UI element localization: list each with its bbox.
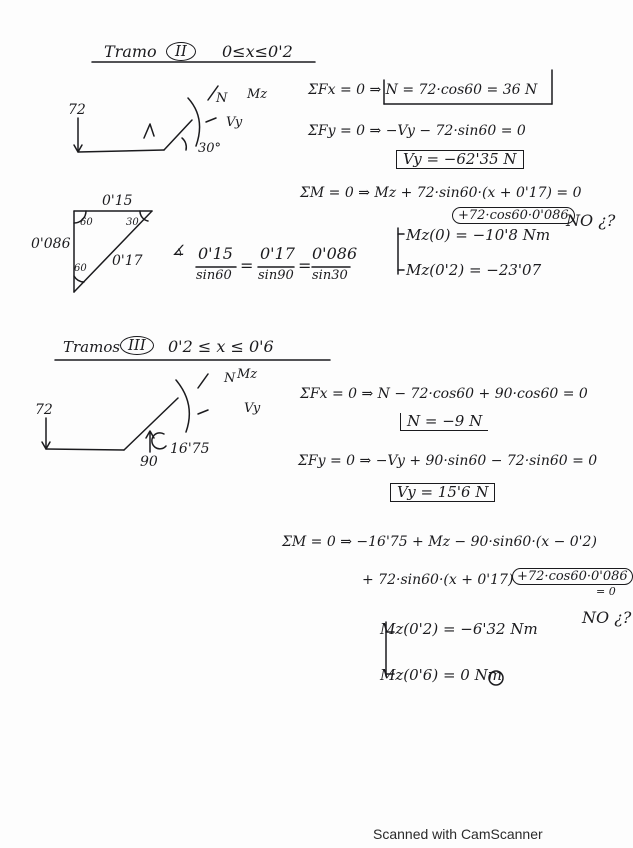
section2-beam-inclined bbox=[164, 120, 192, 150]
section2-vy-result: Vy = −62'35 N bbox=[396, 150, 524, 169]
section3-support-label: 90 bbox=[140, 454, 158, 470]
section2-mz-label: Mz bbox=[247, 87, 268, 102]
sine-rule-eq2: = bbox=[298, 256, 312, 275]
section2-note: NO ¿? bbox=[566, 211, 616, 230]
section3-range: 0'2 ≤ x ≤ 0'6 bbox=[168, 337, 274, 356]
triangle-top-label: 0'15 bbox=[102, 193, 133, 209]
section3-mz-label: Mz bbox=[237, 367, 258, 382]
sine-rule-eq1: = bbox=[240, 256, 254, 275]
section3-eq-m: ΣM = 0 ⇒ −16'75 + Mz − 90·sin60·(x − 0'2) bbox=[282, 534, 597, 550]
section3-n-result: N = −9 N bbox=[400, 413, 488, 431]
section2-mz02: Mz(0'2) = −23'07 bbox=[406, 261, 542, 279]
section3-eq-m2: + 72·sin60·(x + 0'17) bbox=[362, 572, 514, 588]
section2-eq-m: ΣM = 0 ⇒ Mz + 72·sin60·(x + 0'17) = 0 bbox=[300, 185, 582, 201]
section2-eq-fy: ΣFy = 0 ⇒ −Vy − 72·sin60 = 0 bbox=[308, 123, 526, 139]
section3-moment-arc bbox=[152, 433, 166, 449]
section2-title: Tramo bbox=[104, 42, 157, 61]
section2-beam-horizontal bbox=[78, 150, 164, 152]
sine-rule-symbol: ∡ bbox=[172, 243, 185, 259]
section3-n-arrow bbox=[198, 374, 208, 388]
section3-mz02: Mz(0'2) = −6'32 Nm bbox=[380, 620, 538, 638]
section3-cut-line bbox=[176, 380, 189, 432]
section2-n-label: N bbox=[216, 91, 228, 106]
section3-title: Tramos bbox=[63, 338, 121, 356]
triangle-angle-60a: 60 bbox=[80, 217, 93, 228]
section3-beam-inclined bbox=[124, 398, 178, 450]
section2-eq-fx: ΣFx = 0 ⇒ N = 72·cos60 = 36 N bbox=[308, 82, 538, 98]
section3-vy-result: Vy = 15'6 N bbox=[390, 483, 495, 502]
section3-eq-m-zero: = 0 bbox=[596, 585, 616, 598]
section3-numeral: III bbox=[120, 336, 154, 355]
section2-force-label: 72 bbox=[68, 102, 86, 118]
section3-mz06: Mz(0'6) = 0 Nm bbox=[380, 666, 502, 684]
sine-rule-den2: sin90 bbox=[258, 268, 294, 283]
section2-vy-label: Vy bbox=[226, 115, 243, 130]
zero-circle bbox=[489, 671, 503, 685]
section3-n-label: N bbox=[224, 371, 236, 386]
section2-ref-axes bbox=[144, 124, 154, 138]
sine-rule-num3: 0'086 bbox=[312, 244, 358, 263]
triangle-hypotenuse bbox=[74, 211, 152, 292]
section3-beam-horizontal bbox=[46, 449, 124, 450]
section3-eq-m-extra: +72·cos60·0'086 bbox=[512, 568, 633, 585]
section2-numeral: II bbox=[166, 42, 196, 61]
scanner-watermark: Scanned with CamScanner bbox=[373, 826, 543, 842]
sine-rule-den3: sin30 bbox=[312, 268, 348, 283]
section2-eq-m-extra: +72·cos60·0'086 bbox=[452, 207, 575, 224]
sine-rule-den1: sin60 bbox=[196, 268, 232, 283]
triangle-angle-60b: 60 bbox=[74, 263, 87, 274]
section2-range: 0≤x≤0'2 bbox=[222, 42, 293, 61]
section2-angle-label: 30° bbox=[198, 141, 222, 156]
section3-eq-fy: ΣFy = 0 ⇒ −Vy + 90·sin60 − 72·sin60 = 0 bbox=[298, 453, 598, 469]
section3-eq-fx: ΣFx = 0 ⇒ N − 72·cos60 + 90·cos60 = 0 bbox=[300, 386, 588, 402]
triangle-angle-30: 30 bbox=[126, 217, 139, 228]
section3-moment-label: 16'75 bbox=[170, 441, 210, 457]
section3-note: NO ¿? bbox=[582, 608, 632, 627]
section3-vy-label: Vy bbox=[244, 401, 261, 416]
triangle-left-label: 0'086 bbox=[31, 236, 71, 252]
triangle-hyp-label: 0'17 bbox=[112, 253, 143, 269]
section3-force-label: 72 bbox=[35, 402, 53, 418]
section2-n-arrow bbox=[208, 86, 218, 100]
section2-mz0: Mz(0) = −10'8 Nm bbox=[406, 226, 551, 244]
sine-rule-num2: 0'17 bbox=[260, 244, 295, 263]
sine-rule-num1: 0'15 bbox=[198, 244, 233, 263]
